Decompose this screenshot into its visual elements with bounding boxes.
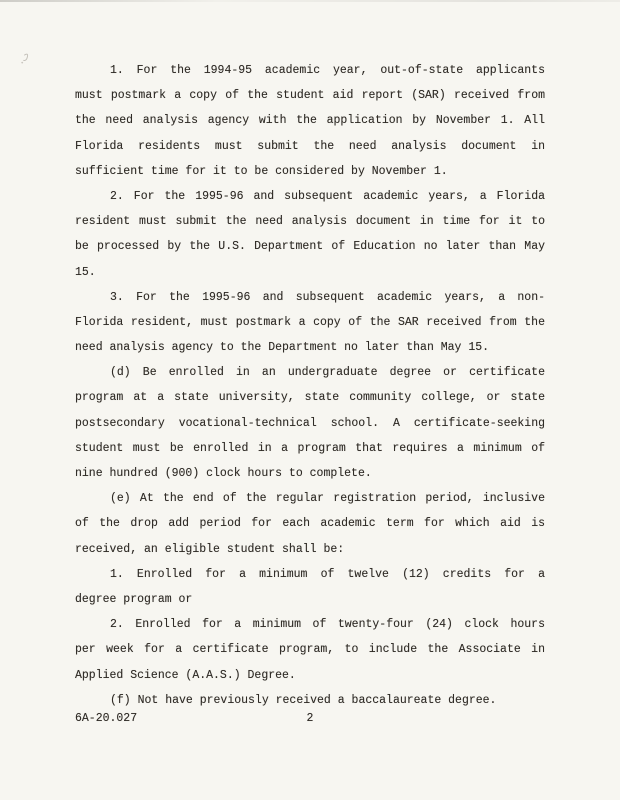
rule-number: 6A-20.027 [75,712,138,725]
text-line: (e) At the end of the regular registration period, inclusive [110,492,545,506]
page-number: 2 [306,712,314,725]
text-line: need analysis agency to the Department no later than May 15. [75,341,490,355]
text-line: must postmark a copy of the student aid report (SAR) received from [75,89,545,103]
document-footer [75,706,545,731]
text-line: nine hundred (900) clock hours to complete. [75,467,372,480]
text-line: program at a state university, state community college, or state [75,391,545,405]
pencil-mark-icon [17,52,31,70]
text-line: postsecondary vocational-technical school. A certificate-seeking [75,416,545,430]
text-line: of the drop add period for each academic term for which aid is [75,517,545,531]
text-line: Florida resident, must postmark a copy of the SAR received from the [75,315,545,329]
text-line: student must be enrolled in a program that requires a minimum of [75,441,545,455]
text-line: per week for a certificate program, to include the Associate in [75,643,545,657]
text-line: Florida residents must submit the need analysis document in [75,139,545,153]
text-line: sufficient time for it to be considered by November 1. [75,164,448,178]
text-line: 1. For the 1994-95 academic year, out-of-state applicants [110,64,545,77]
document-body [75,58,545,713]
text-line: (d) Be enrolled in an undergraduate degree or certificate [110,366,545,380]
text-line: the need analysis agency with the application by November 1. All [75,114,545,128]
text-line: (f) Not have previously received a baccalaureate degree. [110,693,497,707]
text-line: 2. Enrolled for a minimum of twenty-four (24) clock hours [110,618,545,632]
text-line: 3. For the 1995-96 and subsequent academic years, a non- [110,290,545,304]
text-line: 1. Enrolled for a minimum of twelve (12) credits for a [110,567,545,581]
text-line: 2. For the 1995-96 and subsequent academic years, a Florida [110,189,545,203]
text-line: received, an eligible student shall be: [75,542,345,556]
text-line: resident must submit the need analysis document in time for it to [75,215,545,229]
text-line: be processed by the U.S. Department of Education no later than May [75,240,545,254]
text-line: 15. [75,265,96,279]
text-line: degree program or [75,592,193,606]
text-line: Applied Science (A.A.S.) Degree. [75,668,296,682]
